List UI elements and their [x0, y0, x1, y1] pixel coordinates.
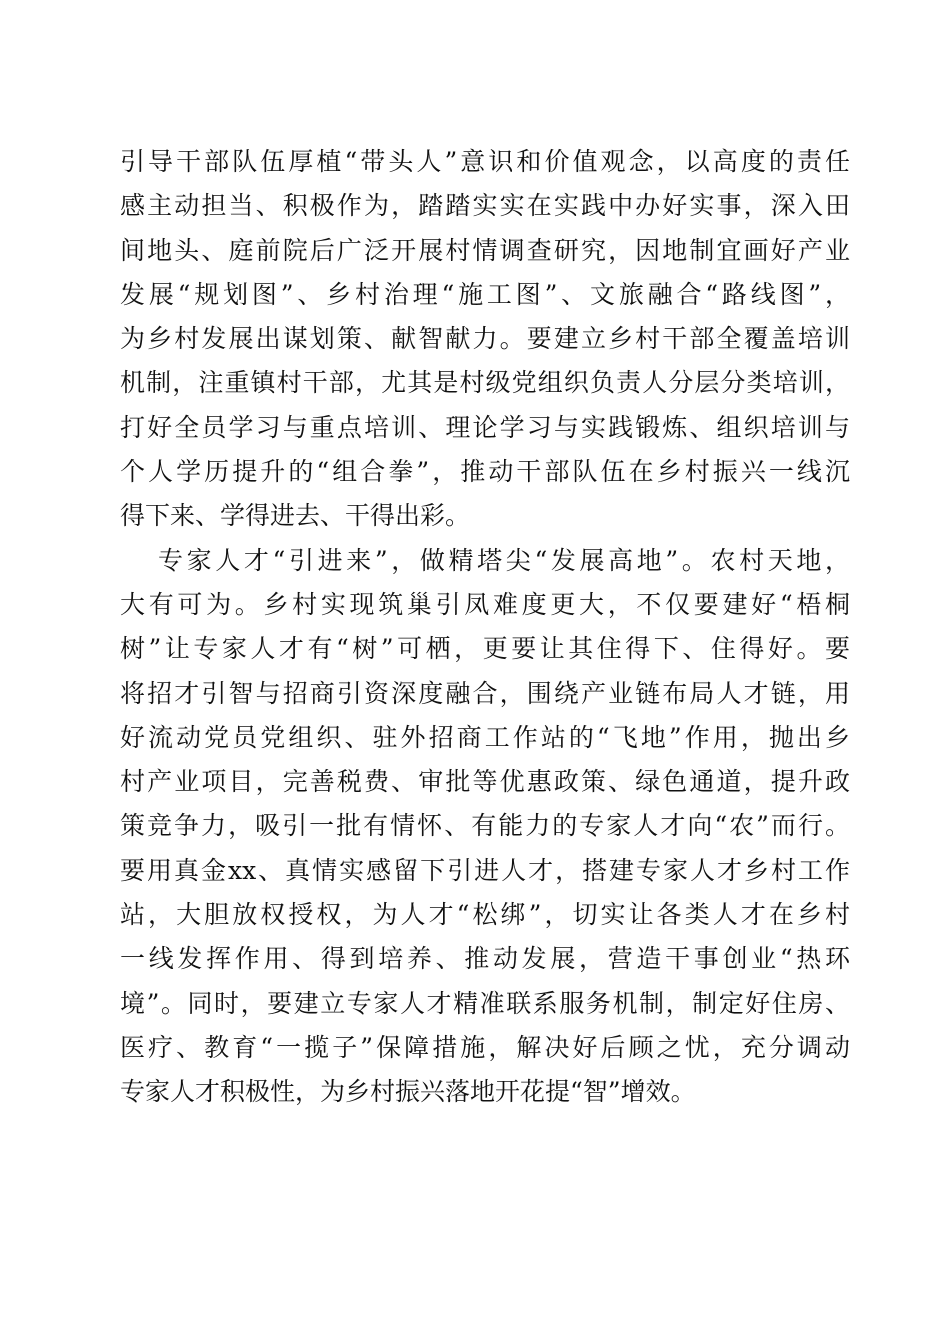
text-line: 境”。同时，要建立专家人才精准联系服务机制，制定好住房、	[120, 988, 850, 1018]
text-line: 间地头、庭前院后广泛开展村情调查研究，因地制宜画好产业	[120, 235, 850, 265]
text-line: 策竞争力，吸引一批有情怀、有能力的专家人才向“农”而行。	[120, 811, 850, 841]
text-line: 村产业项目，完善税费、审批等优惠政策、绿色通道，提升政	[120, 767, 850, 797]
document-body	[120, 140, 850, 1115]
text-line: 一线发挥作用、得到培养、推动发展，营造干事创业“热环	[120, 944, 850, 974]
text-line: 大有可为。乡村实现筑巢引凤难度更大，不仅要建好“梧桐	[120, 589, 850, 619]
text-line: 引导干部队伍厚植“带头人”意识和价值观念，以高度的责任	[120, 147, 850, 176]
paragraph-2	[120, 539, 850, 1115]
text-line: 得下来、学得进去、干得出彩。	[120, 501, 471, 531]
text-line: 好流动党员党组织、驻外招商工作站的“飞地”作用，抛出乡	[120, 722, 850, 752]
text-line: 专家人才积极性，为乡村振兴落地开花提“智”增效。	[120, 1077, 696, 1107]
text-line: 发展“规划图”、乡村治理“施工图”、文旅融合“路线图”，	[120, 279, 850, 309]
text-line: 专家人才“引进来”，做精塔尖“发展高地”。农村天地，	[158, 545, 850, 575]
text-line: 医疗、教育“一揽子”保障措施，解决好后顾之忧，充分调动	[120, 1032, 850, 1062]
text-line: 个人学历提升的“组合拳”，推动干部队伍在乡村振兴一线沉	[120, 457, 850, 487]
text-line: 感主动担当、积极作为，踏踏实实在实践中办好实事，深入田	[120, 191, 850, 221]
text-line: 要用真金xx、真情实感留下引进人才，搭建专家人才乡村工作	[120, 855, 850, 885]
text-line: 为乡村发展出谋划策、献智献力。要建立乡村干部全覆盖培训	[120, 324, 850, 354]
text-line: 机制，注重镇村干部，尤其是村级党组织负责人分层分类培训，	[120, 368, 850, 398]
text-line: 站，大胆放权授权，为人才“松绑”，切实让各类人才在乡村	[120, 900, 850, 930]
text-line: 树”让专家人才有“树”可栖，更要让其住得下、住得好。要	[120, 634, 850, 664]
text-line: 将招才引智与招商引资深度融合，围绕产业链布局人才链，用	[120, 678, 850, 708]
paragraph-1	[120, 140, 850, 539]
text-line: 打好全员学习与重点培训、理论学习与实践锻炼、组织培训与	[120, 412, 850, 442]
